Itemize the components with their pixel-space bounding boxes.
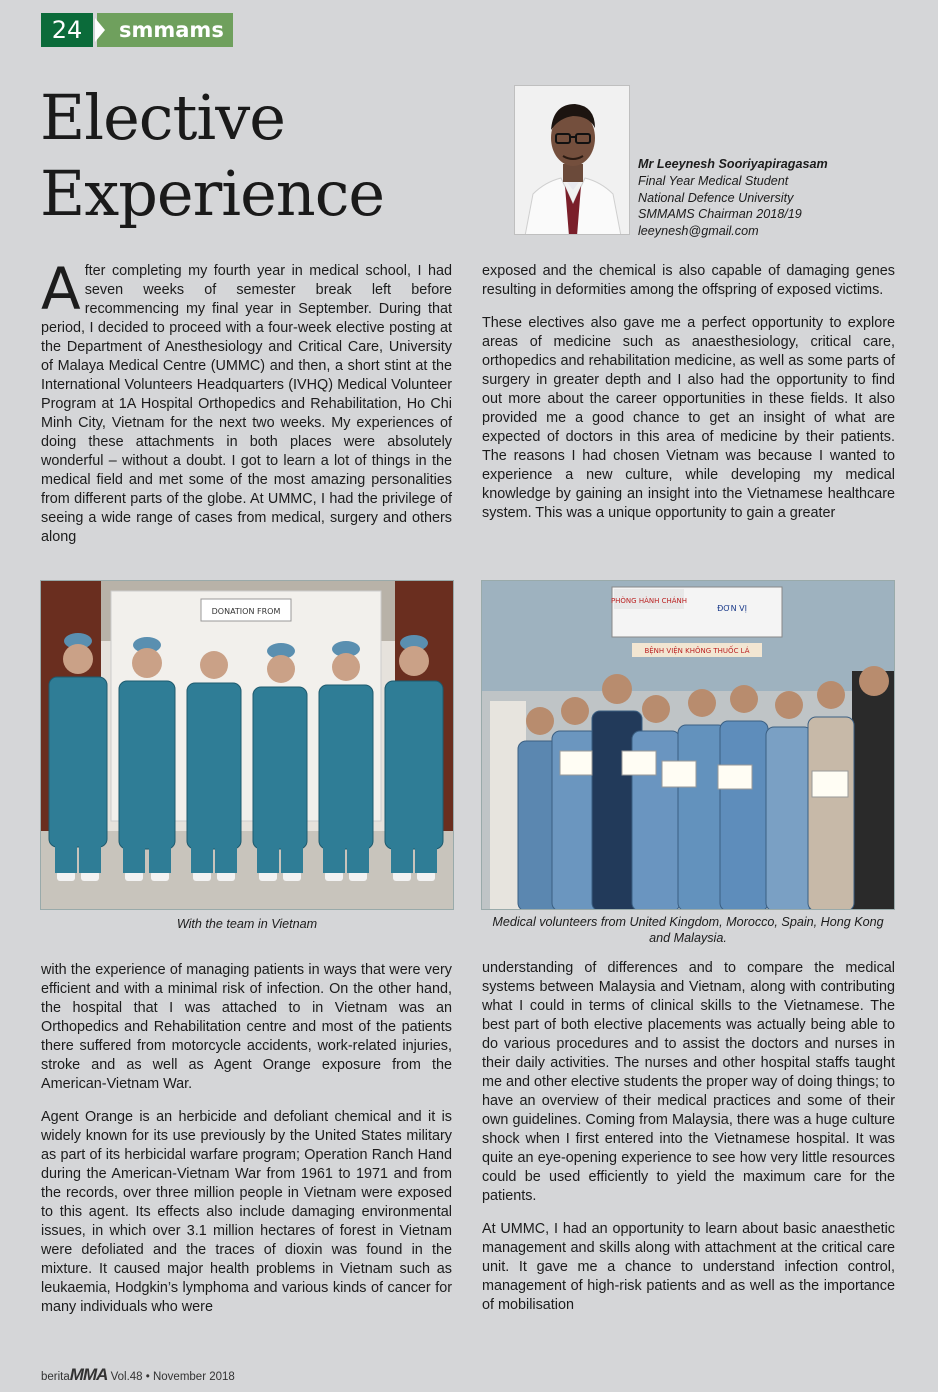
author-portrait (514, 85, 630, 235)
chevron-right-icon (95, 18, 105, 42)
photo-sign-1: PHÒNG HÀNH CHÁNH (610, 597, 688, 605)
caption-right: Medical volunteers from United Kingdom, Morocco, Spain, Hong Kong and Malaysia. (492, 915, 884, 945)
paragraph-continuation: exposed and the chemical is also capable of damaging genes resulting in deformities among the offspring of exposed victims. (482, 263, 895, 298)
footer-prefix: berita (41, 1371, 70, 1383)
column-right-bottom (482, 959, 895, 1329)
photo-medical-volunteers (481, 580, 895, 910)
paragraph-ummc: At UMMC, I had an opportunity to learn about basic anaesthetic management and skills along with attachment at the critical care unit. It gave me a chance to understand infection control, management of high-risk patients and as well as the importance of mobilisation (482, 1221, 895, 1313)
photo-sign-2: ĐƠN VỊ (717, 604, 747, 613)
caption-left: With the team in Vietnam (176, 917, 318, 931)
photo-sign-3: BỆNH VIỆN KHÔNG THUỐC LÁ (644, 647, 750, 655)
title-line-1: Elective (40, 81, 285, 154)
footer-brand: MMA (69, 1365, 108, 1384)
portrait-illustration (515, 86, 630, 235)
column-left-bottom (41, 961, 452, 1331)
footer-issue: Vol.48 • November 2018 (110, 1371, 235, 1383)
photo-team-vietnam (40, 580, 454, 910)
paragraph-intro-text: fter completing my fourth year in medical school, I had seven weeks of semester break left before recommencing my final year in September. During that period, I decided to proceed with a four-week elective posting at the Department of Anesthesiology and Critical Care, University of Malaya Medical Centre (UMMC) and then, a short stint at the International Volunteers Headquarters (IVHQ) Medical Volunteer Program at 1A Hospital Orthopedics and Rehabilitation, Ho Chi Minh City, Vietnam for the next two weeks. My experiences of doing these attachments in both places were absolutely wonderful – without a doubt. I got to learn a lot of things in the medical field and met some of the most amazing personalities from different parts of the globe. At UMMC, I had the privilege of seeing a wide range of cases from medical, surgery and others along (41, 263, 452, 545)
author-position: SMMAMS Chairman 2018/19 (638, 207, 802, 222)
paragraph-intro (41, 255, 452, 547)
paragraph-hospital: with the experience of managing patients in ways that were very efficient and with a minimal risk of infection. On the other hand, the hospital that I was attached to in Vietnam was an Orthopedics and Rehabilitation centre and most of the patients there suffered from motorcycle accidents, work-related injuries, stroke and as well as Agent Orange exposure from the American-Vietnam War. (41, 962, 452, 1092)
team-photo-illustration (41, 581, 454, 910)
author-email[interactable]: leeynesh@gmail.com (638, 224, 759, 239)
section-label: smmams (97, 13, 233, 47)
paragraph-differences: understanding of differences and to compare the medical systems between Malaysia and Vietnam, along with contributing what I could in terms of clinical skills to the Vietnamese. The best part of both elective placements was actually being able to do various procedures and to assist the doctors and nurses in their daily activities. The nurses and other hospital staffs taught me and other elective students the proper way of doing things; to have an overview of their medical practices and some of their own guidelines. Coming from Malaysia, there was a huge culture shock when I first entered into the Vietnamese hospital. It was quite an eye-opening experience to see how very little resources could be used efficiently to yield the maximum care for the patients. (482, 960, 895, 1204)
author-info (638, 156, 918, 240)
article-title (40, 80, 480, 232)
volunteers-photo-illustration (482, 581, 895, 910)
column-right-top (482, 262, 895, 537)
title-line-2: Experience (40, 157, 385, 230)
author-role: Final Year Medical Student (638, 173, 789, 188)
drop-cap: A (41, 255, 81, 323)
column-left-top (41, 255, 452, 561)
photo-sign-text: DONATION FROM (211, 607, 281, 616)
author-name: Mr Leeynesh Sooriyapiragasam (638, 157, 828, 171)
page-number: 24 (41, 13, 93, 47)
author-institution: National Defence University (638, 190, 794, 205)
paragraph-agent-orange: Agent Orange is an herbicide and defoliant chemical and it is widely known for its use previously by the United States military as part of its herbicidal warfare program; Operation Ranch Hand during the American-Vietnam War from 1961 to 1971 and from the records, over three million people in Vietnam were exposed to this agent. Its effects also include damaging environmental issues, in which over 3.1 million hectares of forest in Vietnam were defoliated and the traces of dioxin was found in the mixture. It caused major health problems in Vietnam such as leukaemia, Hodgkin’s lymphoma and various kinds of cancer for many individuals who were (41, 1109, 452, 1315)
paragraph-electives: These electives also gave me a perfect opportunity to explore areas of medicine such as anaesthesiology, critical care, orthopedics and rehabilitation medicine, as well as some parts of surgery in greater depth and I also had the opportunity to find out more about the career opportunities in these fields. It also provided me a good chance to get an insight of what are expected of doctors in this area of medicine by their patients. The reasons I had chosen Vietnam was because I wanted to experience a new culture, while developing my medical knowledge by gaining an insight into the Vietnamese healthcare system. This was a unique opportunity to gain a greater (482, 315, 895, 521)
footer (41, 1365, 235, 1385)
